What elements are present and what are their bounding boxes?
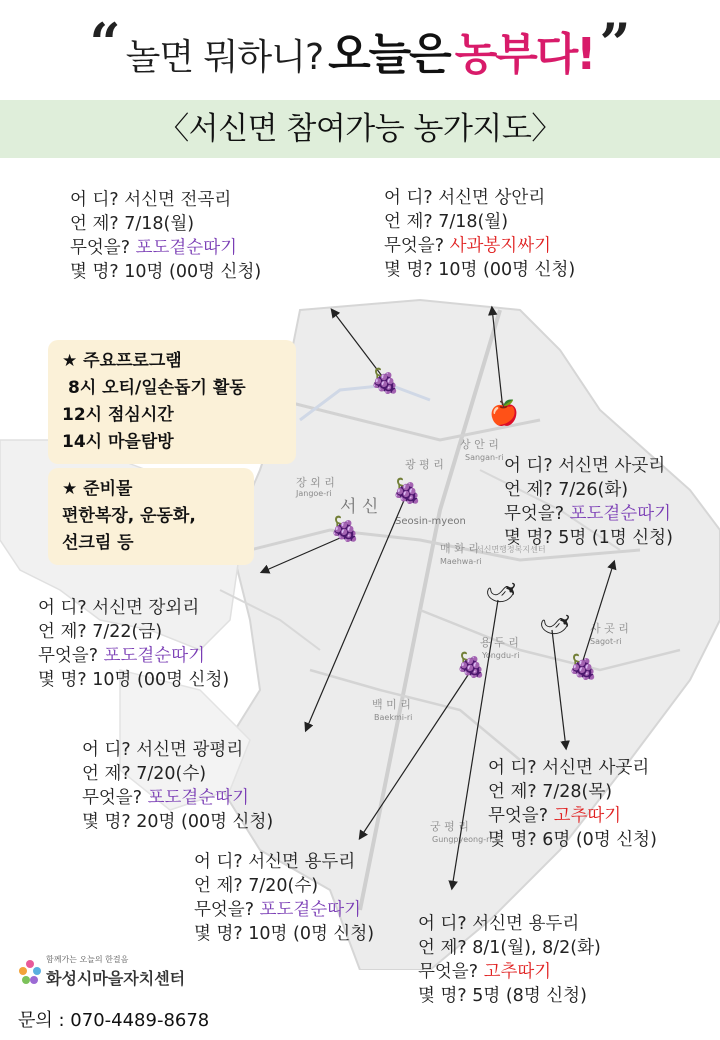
map-label-baekmi: 백 미 리 — [372, 698, 411, 711]
count-value: 10명 (00명 신청) — [124, 262, 262, 282]
map-label-gungpyeong-en: Gungpyeong-ri — [432, 835, 492, 844]
farm-entry-yongdu-720 — [194, 850, 374, 946]
when-value: 7/18(월) — [438, 212, 509, 232]
count-value: 5명 (1명 신청) — [558, 528, 673, 548]
when-label: 언 제? — [418, 938, 467, 958]
count-label: 몇 명? — [384, 260, 433, 280]
count-label: 몇 명? — [82, 812, 131, 832]
map-label-jangoe: 장 외 리 — [296, 476, 335, 489]
what-label: 무엇을? — [418, 962, 479, 982]
when-label: 언 제? — [194, 876, 243, 896]
what-value: 사과봉지싸기 — [449, 236, 552, 256]
farm-entry-sagot-726 — [504, 454, 673, 550]
what-label: 무엇을? — [504, 504, 565, 524]
apple-icon: 🍎 — [489, 399, 519, 427]
when-value: 7/26(화) — [558, 480, 629, 500]
count-label: 몇 명? — [504, 528, 553, 548]
supplies-title: ★ 준비물 — [62, 479, 133, 499]
quote-close: ” — [599, 11, 631, 75]
what-value: 포도곁순따기 — [569, 504, 672, 524]
program-callout — [48, 340, 296, 464]
page-subtitle: 〈서신면 참여가능 농가지도〉 — [158, 111, 562, 147]
where-label: 어 디? — [194, 852, 243, 872]
supplies-line: 편한복장, 운동화, — [62, 506, 196, 526]
map-label-maehwa-en: Maehwa-ri — [440, 557, 482, 566]
when-label: 언 제? — [82, 764, 131, 784]
pepper-icon: 🌶 — [481, 571, 521, 611]
quote-open: “ — [89, 11, 121, 75]
what-label: 무엇을? — [384, 236, 445, 256]
grape-icon: 🍇 — [330, 515, 360, 543]
map-label-office: 서신면행정복지센터 — [476, 545, 546, 554]
where-value: 서신면 상안리 — [438, 188, 546, 208]
what-value: 고추따기 — [553, 806, 622, 826]
where-value: 서신면 광평리 — [136, 740, 244, 760]
farm-entry-sagot-728 — [488, 756, 657, 852]
where-label: 어 디? — [38, 598, 87, 618]
count-value: 6명 (0명 신청) — [542, 830, 657, 850]
when-value: 8/1(월), 8/2(화) — [472, 938, 601, 958]
what-value: 포도곁순따기 — [135, 238, 238, 258]
contact-info: 문의 : 070-4489-8678 — [18, 1010, 210, 1031]
where-label: 어 디? — [488, 758, 537, 778]
grape-icon: 🍇 — [568, 653, 598, 681]
farm-entry-jeongok — [70, 188, 261, 284]
farm-entry-yongdu-81 — [418, 912, 601, 1008]
map-label-sanan-en: Sangan-ri — [465, 453, 504, 462]
grape-icon: 🍇 — [392, 477, 422, 505]
where-value: 서신면 장외리 — [92, 598, 200, 618]
map-label-seosin-en: Seosin-myeon — [395, 516, 466, 527]
count-label: 몇 명? — [488, 830, 537, 850]
when-label: 언 제? — [504, 480, 553, 500]
farm-entry-jangoe — [38, 596, 229, 692]
headline-part-1: 놀면 뭐하니? — [125, 37, 324, 78]
when-label: 언 제? — [488, 782, 537, 802]
supplies-line: 선크림 등 — [62, 533, 134, 553]
map-label-yongdu: 용 두 리 — [480, 636, 519, 649]
when-value: 7/20(수) — [136, 764, 207, 784]
map-label-sanan: 상 안 리 — [460, 438, 499, 451]
count-value: 5명 (8명 신청) — [472, 986, 587, 1006]
map-label-jangoe-en: Jangoe-ri — [296, 489, 332, 498]
map-label-sagot: 사 곳 리 — [590, 622, 629, 635]
when-value: 7/22(금) — [92, 622, 163, 642]
program-line: 12시 점심시간 — [62, 405, 174, 425]
where-label: 어 디? — [504, 456, 553, 476]
what-value: 포도곁순따기 — [103, 646, 206, 666]
supplies-callout — [48, 468, 254, 565]
where-value: 서신면 용두리 — [248, 852, 356, 872]
where-value: 서신면 사곳리 — [558, 456, 666, 476]
map-label-sagot-en: Sagot-ri — [590, 637, 622, 646]
map-label-gwangpyeong: 광 평 리 — [405, 458, 444, 471]
grape-icon: 🍇 — [456, 651, 486, 679]
what-label: 무엇을? — [82, 788, 143, 808]
pepper-icon: 🌶 — [535, 603, 575, 643]
count-value: 20명 (00명 신청) — [136, 812, 274, 832]
count-label: 몇 명? — [194, 924, 243, 944]
count-label: 몇 명? — [38, 670, 87, 690]
what-label: 무엇을? — [70, 238, 131, 258]
where-label: 어 디? — [82, 740, 131, 760]
count-value: 10명 (00명 신청) — [92, 670, 230, 690]
where-label: 어 디? — [418, 914, 467, 934]
map-label-yongdu-en: Yongdu-ri — [482, 651, 520, 660]
when-value: 7/28(목) — [542, 782, 613, 802]
grape-icon: 🍇 — [370, 367, 400, 395]
farm-entry-gwangpyeong — [82, 738, 273, 834]
flower-icon — [18, 958, 42, 988]
count-value: 10명 (0명 신청) — [248, 924, 375, 944]
program-line: 14시 마을탐방 — [62, 432, 174, 452]
program-line: 8시 오티/일손돕기 활동 — [68, 378, 246, 398]
where-value: 서신면 용두리 — [472, 914, 580, 934]
when-value: 7/20(수) — [248, 876, 319, 896]
where-label: 어 디? — [70, 190, 119, 210]
map-label-maehwa: 매 화 리 — [440, 542, 479, 555]
what-label: 무엇을? — [38, 646, 99, 666]
count-label: 몇 명? — [70, 262, 119, 282]
when-label: 언 제? — [38, 622, 87, 642]
count-label: 몇 명? — [418, 986, 467, 1006]
when-label: 언 제? — [70, 214, 119, 234]
page-headline — [0, 11, 720, 88]
headline-part-3: 농부다! — [454, 29, 595, 80]
village-center-logo — [18, 952, 218, 992]
what-value: 고추따기 — [483, 962, 552, 982]
logo-name: 화성시마을자치센터 — [46, 969, 186, 988]
when-value: 7/18(월) — [124, 214, 195, 234]
what-value: 포도곁순따기 — [147, 788, 250, 808]
what-value: 포도곁순따기 — [259, 900, 362, 920]
when-label: 언 제? — [384, 212, 433, 232]
where-label: 어 디? — [384, 188, 433, 208]
headline-part-2: 오늘은 — [328, 29, 450, 80]
count-value: 10명 (00명 신청) — [438, 260, 576, 280]
what-label: 무엇을? — [488, 806, 549, 826]
map-label-gungpyeong: 궁 평 리 — [430, 820, 469, 833]
map-label-baekmi-en: Baekmi-ri — [374, 713, 413, 722]
where-value: 서신면 전곡리 — [124, 190, 232, 210]
farm-entry-sanan — [384, 186, 575, 282]
program-title: ★ 주요프로그램 — [62, 351, 182, 371]
what-label: 무엇을? — [194, 900, 255, 920]
where-value: 서신면 사곳리 — [542, 758, 650, 778]
map-label-seosin: 서 신 — [340, 497, 379, 517]
logo-tagline: 함께가는 오늘의 한걸음 — [46, 955, 129, 964]
